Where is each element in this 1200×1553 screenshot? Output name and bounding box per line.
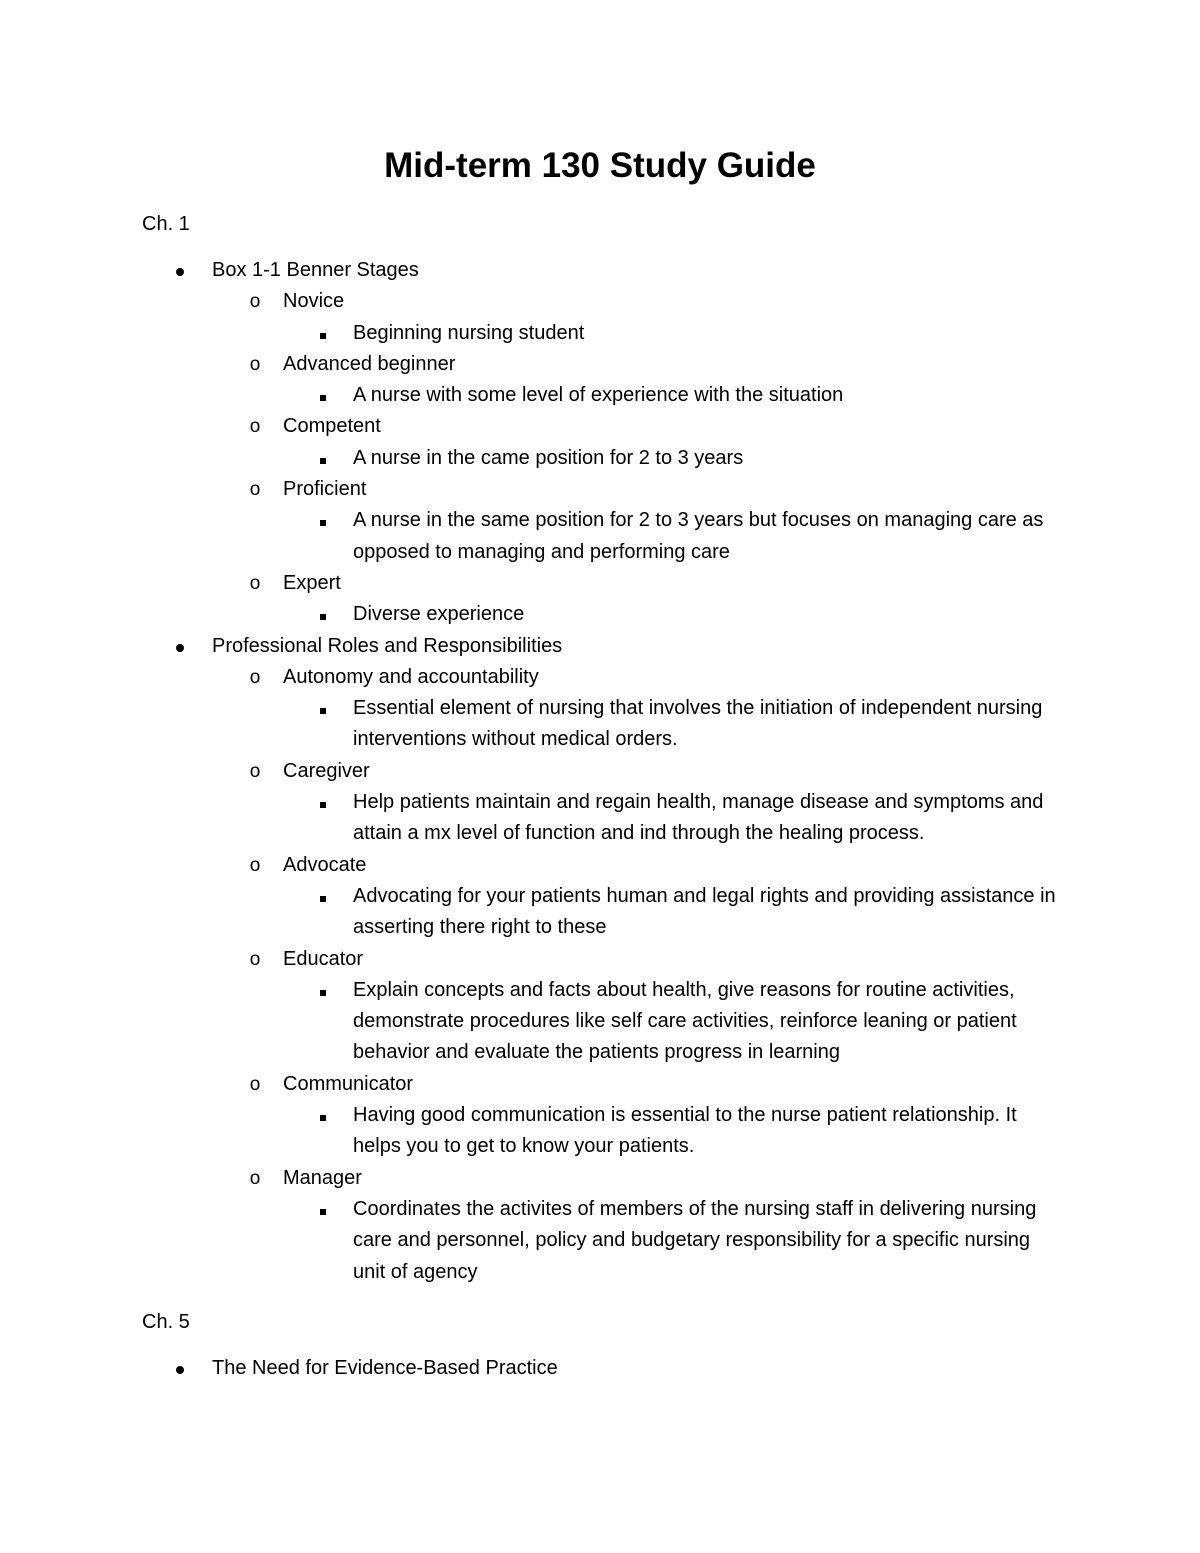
list-item-text: Beginning nursing student [353, 321, 585, 344]
bullet-circle-icon: o [249, 416, 261, 438]
bullet-square-icon [313, 1194, 333, 1225]
sub-list-item [0, 411, 1200, 442]
chapter-1-outline [0, 255, 1200, 1288]
bullet-square-icon [313, 318, 333, 349]
sub-list-item [0, 756, 1200, 787]
bullet-circle-icon: o [249, 479, 261, 501]
detail-list-item [0, 380, 1200, 411]
detail-list-item [0, 975, 1200, 1069]
bullet-square-icon [313, 443, 333, 474]
list-item-text: Advocate [283, 853, 367, 876]
sub-list-item [0, 474, 1200, 505]
list-item-text: A nurse with some level of experience with the situation [353, 384, 844, 407]
list-item-text: Explain concepts and facts about health, give reasons for routine activities, demonstrate procedures like self care activities, reinforce leaning or patient behavior and evaluate the patients progress in learning [353, 978, 1017, 1064]
bullet-square-icon [313, 787, 333, 818]
bullet-square-icon [313, 599, 333, 630]
bullet-circle-icon: o [249, 1167, 261, 1189]
sub-list-item [0, 850, 1200, 881]
bullet-square-icon [313, 881, 333, 912]
bullet-disc-icon [170, 1353, 190, 1384]
sub-list-item [0, 944, 1200, 975]
list-item-text: Professional Roles and Responsibilities [212, 634, 563, 657]
sub-list-item [0, 349, 1200, 380]
chapter-5-outline [0, 1353, 1200, 1384]
sub-list-item [0, 1069, 1200, 1100]
bullet-square-icon [313, 975, 333, 1006]
list-item-text: Competent [283, 415, 381, 438]
bullet-square-icon [313, 693, 333, 724]
list-item-text: Educator [283, 947, 364, 970]
list-item-text: Advocating for your patients human and legal rights and providing assistance in asserting there right to these [353, 884, 1056, 939]
detail-list-item [0, 505, 1200, 568]
sub-list-item [0, 1163, 1200, 1194]
list-item-text: Diverse experience [353, 603, 525, 626]
list-item-text: Coordinates the activites of members of the nursing staff in delivering nursing care and personnel, policy and budgetary responsibility for a specific nursing unit of agency [353, 1197, 1037, 1283]
list-item [0, 255, 1200, 286]
sub-list-item [0, 662, 1200, 693]
list-item-text: Expert [283, 571, 341, 594]
list-item-text: A nurse in the same position for 2 to 3 years but focuses on managing care as opposed to managing and performing care [353, 509, 1044, 563]
chapter-heading-5: Ch. 5 [142, 1311, 190, 1333]
detail-list-item [0, 599, 1200, 630]
bullet-circle-icon: o [249, 666, 261, 688]
chapter-heading-1: Ch. 1 [142, 213, 190, 235]
bullet-disc-icon [170, 255, 190, 286]
list-item-text: Box 1-1 Benner Stages [212, 259, 419, 281]
bullet-square-icon [313, 1100, 333, 1131]
detail-list-item [0, 1100, 1200, 1163]
bullet-circle-icon: o [249, 854, 261, 876]
bullet-square-icon [313, 380, 333, 411]
list-item-text: Advanced beginner [283, 352, 456, 375]
detail-list-item [0, 693, 1200, 756]
sub-list-item [0, 286, 1200, 317]
list-item [0, 631, 1200, 662]
list-item-text: Novice [283, 290, 345, 313]
list-item-text: Caregiver [283, 759, 370, 782]
list-item-text: Essential element of nursing that involves the initiation of independent nursing interventions without medical orders. [353, 697, 1043, 751]
list-item-text: Having good communication is essential to the nurse patient relationship. It helps you to get to know your patients. [353, 1104, 1017, 1158]
list-item-text: A nurse in the came position for 2 to 3 years [353, 446, 744, 469]
list-item-text: Help patients maintain and regain health, manage disease and symptoms and attain a mx level of function and ind through the healing process. [353, 791, 1044, 845]
bullet-circle-icon: o [249, 1073, 261, 1095]
sub-list-item [0, 568, 1200, 599]
bullet-circle-icon: o [249, 353, 261, 375]
bullet-disc-icon [170, 631, 190, 662]
detail-list-item [0, 787, 1200, 850]
detail-list-item [0, 443, 1200, 474]
bullet-circle-icon: o [249, 572, 261, 594]
list-item-text: Autonomy and accountability [283, 665, 539, 688]
list-item-text: The Need for Evidence-Based Practice [212, 1357, 558, 1379]
list-item-text: Proficient [283, 478, 367, 501]
list-item [0, 1353, 1200, 1384]
list-item-text: Communicator [283, 1072, 414, 1095]
page-title: Mid-term 130 Study Guide [384, 146, 816, 185]
bullet-circle-icon: o [249, 948, 261, 970]
bullet-circle-icon: o [249, 291, 261, 313]
bullet-square-icon [313, 505, 333, 536]
detail-list-item [0, 881, 1200, 944]
detail-list-item [0, 1194, 1200, 1288]
list-item-text: Manager [283, 1166, 362, 1189]
bullet-circle-icon: o [249, 760, 261, 782]
detail-list-item [0, 318, 1200, 349]
